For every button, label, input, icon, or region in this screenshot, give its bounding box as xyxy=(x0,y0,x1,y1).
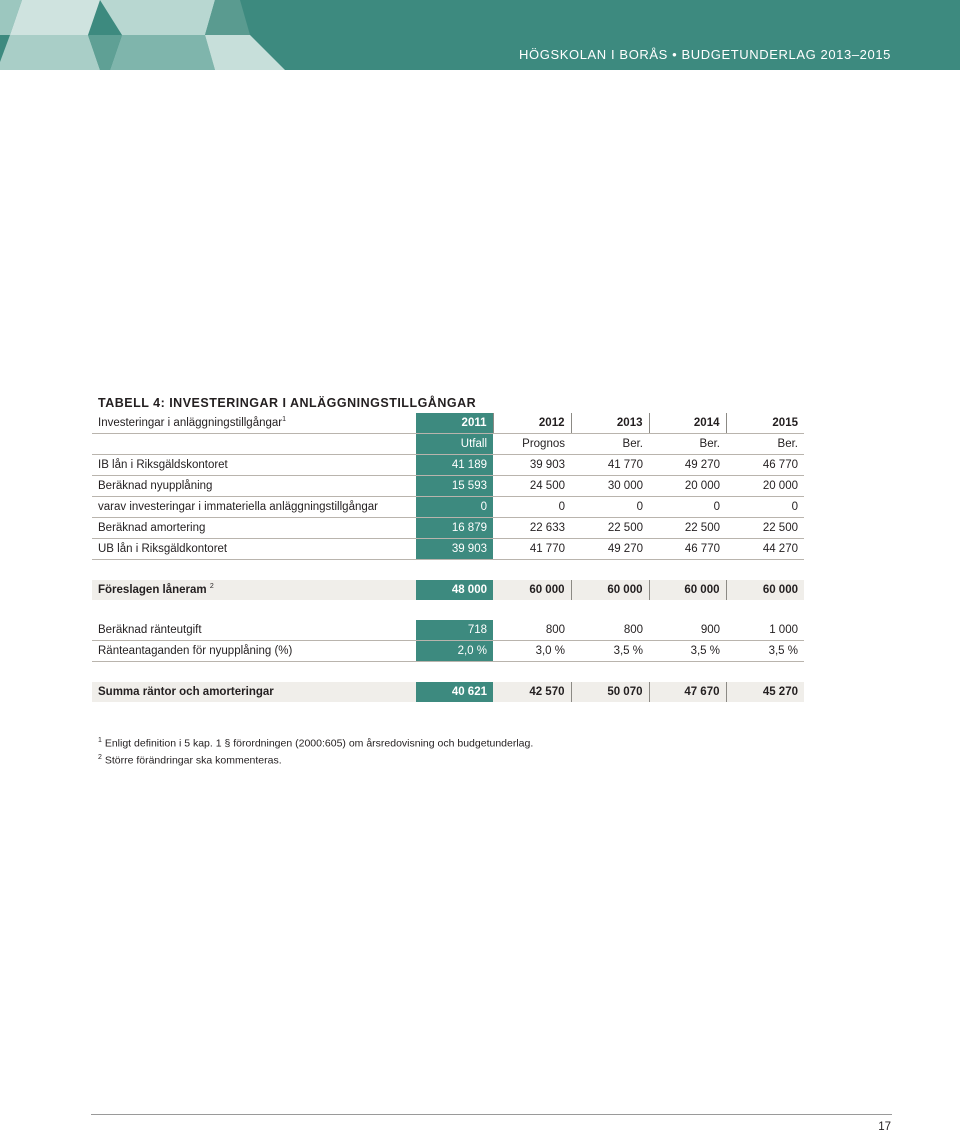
table-cell: 48 000 xyxy=(416,580,493,600)
table-cell: 39 903 xyxy=(416,539,493,560)
table-cell: 46 770 xyxy=(649,539,726,560)
row-label: Summa räntor och amorteringar xyxy=(92,682,416,702)
table-cell: 3,5 % xyxy=(726,641,804,662)
table-cell: 60 000 xyxy=(726,580,804,600)
year-2011: 2011 xyxy=(416,413,493,434)
table-cell: 41 770 xyxy=(571,455,649,476)
subheader-2013: Ber. xyxy=(571,434,649,455)
table-cell: 3,5 % xyxy=(571,641,649,662)
table-cell: 22 500 xyxy=(649,518,726,539)
table-cell: 20 000 xyxy=(726,476,804,497)
footnotes xyxy=(98,734,533,767)
page-number: 17 xyxy=(878,1121,891,1133)
total-row xyxy=(92,682,804,702)
table-cell: 42 570 xyxy=(493,682,571,702)
footnote: $^2$ Större förändringar ska kommenteras. xyxy=(98,753,282,766)
table-cell: 24 500 xyxy=(493,476,571,497)
subheader-2012: Prognos xyxy=(493,434,571,455)
table-cell: 46 770 xyxy=(726,455,804,476)
row-label: Beräknad nyupplåning xyxy=(92,476,416,497)
year-2015: 2015 xyxy=(726,413,804,434)
year-header-row xyxy=(92,413,804,434)
table-cell: 50 070 xyxy=(571,682,649,702)
investment-table xyxy=(92,413,804,702)
header-banner xyxy=(0,0,960,70)
table-cell: 22 500 xyxy=(571,518,649,539)
table-cell: 0 xyxy=(416,497,493,518)
table-cell: 41 770 xyxy=(493,539,571,560)
row-label: Beräknad amortering xyxy=(92,518,416,539)
row-label: IB lån i Riksgäldskontoret xyxy=(92,455,416,476)
table-cell: 41 189 xyxy=(416,455,493,476)
row-label: varav investeringar i immateriella anläggningstillgångar xyxy=(92,497,416,518)
year-2012: 2012 xyxy=(493,413,571,434)
table-cell: 800 xyxy=(493,620,571,641)
decorative-hexagon-pattern xyxy=(0,0,300,70)
header-label: Investeringar i anläggningstillgångar$^1$ xyxy=(92,413,416,434)
subheader-row xyxy=(92,434,804,455)
table-cell: 800 xyxy=(571,620,649,641)
table-row xyxy=(92,518,804,539)
table-cell: 44 270 xyxy=(726,539,804,560)
table-cell: 22 500 xyxy=(726,518,804,539)
footer-rule xyxy=(91,1114,892,1115)
table-cell: 718 xyxy=(416,620,493,641)
table-cell: 3,0 % xyxy=(493,641,571,662)
table-title: TABELL 4: INVESTERINGAR I ANLÄGGNINGSTILLGÅNGAR xyxy=(98,396,477,410)
table-cell: 40 621 xyxy=(416,682,493,702)
table-cell: 20 000 xyxy=(649,476,726,497)
table-cell: 39 903 xyxy=(493,455,571,476)
table-cell: 0 xyxy=(493,497,571,518)
row-label: Beräknad ränteutgift xyxy=(92,620,416,641)
table-row xyxy=(92,476,804,497)
table-cell: 60 000 xyxy=(493,580,571,600)
loan-frame-row xyxy=(92,580,804,600)
table-cell: 16 879 xyxy=(416,518,493,539)
table-cell: 3,5 % xyxy=(649,641,726,662)
year-2013: 2013 xyxy=(571,413,649,434)
table-cell: 0 xyxy=(571,497,649,518)
footnote: $^1$ Enligt definition i 5 kap. 1 § förordningen (2000:605) om årsredovisning och budgetunderlag. xyxy=(98,737,534,750)
table-cell: 60 000 xyxy=(649,580,726,600)
table-cell: 49 270 xyxy=(571,539,649,560)
table-cell: 15 593 xyxy=(416,476,493,497)
table-row xyxy=(92,497,804,518)
subheader-2015: Ber. xyxy=(726,434,804,455)
table-cell: 45 270 xyxy=(726,682,804,702)
row-label: Ränteantaganden för nyupplåning (%) xyxy=(92,641,416,662)
table-cell: 22 633 xyxy=(493,518,571,539)
table-cell: 30 000 xyxy=(571,476,649,497)
table-cell: 2,0 % xyxy=(416,641,493,662)
subheader-2014: Ber. xyxy=(649,434,726,455)
table-cell: 47 670 xyxy=(649,682,726,702)
subheader-2011: Utfall xyxy=(416,434,493,455)
year-2014: 2014 xyxy=(649,413,726,434)
running-head: HÖGSKOLAN I BORÅS • BUDGETUNDERLAG 2013–2015 xyxy=(519,47,891,62)
table-row xyxy=(92,539,804,560)
table-row xyxy=(92,620,804,641)
row-label: UB lån i Riksgäldkontoret xyxy=(92,539,416,560)
row-label: Föreslagen låneram $^2$ xyxy=(92,580,416,600)
table-cell: 49 270 xyxy=(649,455,726,476)
table-row xyxy=(92,455,804,476)
table-cell: 0 xyxy=(726,497,804,518)
table-cell: 0 xyxy=(649,497,726,518)
table-cell: 1 000 xyxy=(726,620,804,641)
table-row xyxy=(92,641,804,662)
table-cell: 900 xyxy=(649,620,726,641)
table-cell: 60 000 xyxy=(571,580,649,600)
